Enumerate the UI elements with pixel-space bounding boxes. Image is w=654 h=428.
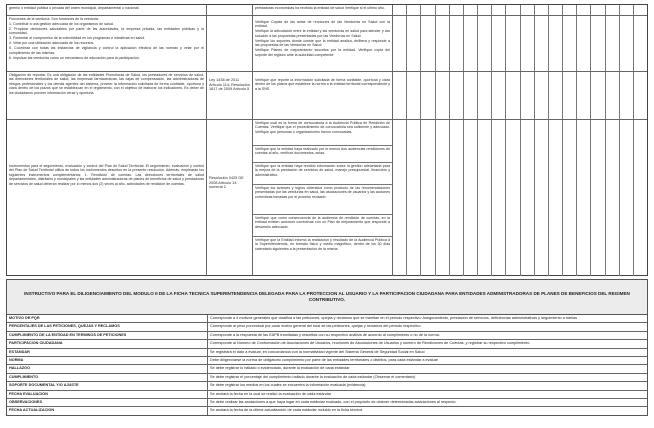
function-text: Instrumentos para el seguimiento, evaluación y control del Plan de Salud Territorial. El seguimiento, evaluación y control del Plan de Salud Territorial utiliza de todos los instrumentos descritos en la presente resolución. Además, emplearán los siguientes instrumentos complementarios: 1. Rendición de cuentas. Las direcciones territoriales de salud departamentales, distritales y municipales y las entidades administradoras de planes de beneficios de salud y prestadoras de servicios de salud deberán realizar por lo menos dos (2) veces al año, actividades de rendición de cuentas. [9, 164, 204, 186]
verification-line: Verifique Planes de mejoramiento suscritos por la entidad. Verifique copia del soporte del registro ante la autoridad competente. [255, 48, 390, 57]
instruction-value: Se anotará la fecha en la cual se realizó la evaluación de cada estándar [210, 391, 332, 396]
instruction-row [7, 407, 647, 414]
norm-cell [207, 120, 253, 276]
instruction-row [7, 365, 647, 373]
verification-text [253, 16, 392, 59]
instruction-row [7, 340, 647, 348]
instruction-value: Se debe registrar los medios en los cuales se encuentra la información evaluada (evidencia). [210, 383, 367, 388]
function-text: Obligación de reportar. Es una obligación de las entidades Promotoras de Salud, los prestadores de servicios de salud, las direcciones territoriales de salud, las empresas farmacéuticas, las cajas de compensación, las administradoras de riesgos profesionales y los demás agentes del sistema, proveer la información solicitada de forma confiable, oportuna y clara dentro de los plazos que se establezcan en el reglamento, con el objetivo de elaborar los indicadores. Es deber de los ciudadanos proveer información veraz y oportuna. [9, 73, 204, 95]
function-line: Funciones de la veeduría. Son funciones de la veeduría: [9, 17, 99, 21]
instruction-key: OBSERVACIONES [7, 399, 208, 406]
verification-cell [253, 72, 393, 119]
verification-item: Verifique que la entidad haya realizado por lo menos dos audiencias rendiciones de cuentas al año, verificar documentos, actas. [253, 146, 392, 163]
instruction-key: SOPORTE DOCUMENTAL Y/O AJUSTE [7, 382, 208, 389]
instructions-rows [7, 315, 647, 415]
instruction-value: Se registrará el dato a evaluar, en concordancia con la normatividad vigente del Sistema General de Seguridad Social en Salud [210, 349, 425, 354]
function-line: 4. Velar por una utilización adecuada de los recursos. [9, 41, 95, 46]
evaluation-grid [6, 4, 648, 276]
evaluation-columns [393, 16, 647, 71]
function-cell [7, 72, 207, 119]
instruction-value: Corresponde a la respuesta de las EAPB tramitadas y resueltas con su respectivo análisis de acuerdo al cumplimiento o no de la norma. [210, 332, 440, 337]
instruction-value: Se debe registrar lo hallado o evidenciado, durante la evaluación de cada estándar [210, 366, 350, 371]
evaluation-columns [393, 120, 647, 276]
instructions-table [6, 279, 648, 416]
function-text: gremio o entidad pública o privada del orden municipal, departamental o nacional. [9, 6, 140, 10]
function-line: 3. Fomentar el compromiso de la colectividad en los programas e iniciativas en salud. [9, 36, 146, 41]
grid-row [7, 120, 647, 276]
instruction-key: NORMA [7, 357, 208, 364]
instruction-row [7, 382, 647, 390]
instruction-value: Se debe realizar las anotaciones a que haya lugar en cada estándar evaluado, con el propósito de obtener determinadas aclaraciones al respecto. [210, 400, 457, 405]
norm-cell [207, 16, 253, 71]
grid-row [7, 5, 647, 16]
verification-item: Verifique que la Entidad informó la realización y resultado de la Audiencia Pública a la Superintendencia, en formato físico y medio magnético, dentro de los 30 días calendario siguientes a la presentación de la misma. [255, 238, 390, 251]
instruction-key: PARTICIPACION CIUDADANA [7, 340, 208, 347]
verification-cell [253, 5, 393, 15]
instruction-row [7, 357, 647, 365]
instruction-key: ESTANDAR [7, 349, 208, 356]
instruction-row [7, 391, 647, 399]
instruction-key: MOTIVO DE PQR [7, 315, 208, 322]
grid-row [7, 72, 647, 120]
instructions-title [7, 280, 647, 315]
instruction-value: Corresponde al peso porcentual por cada motivo general del total de las peticiones, quejas y reclamos del periodo respectivo. [210, 324, 422, 329]
function-text [7, 16, 206, 62]
instruction-row [7, 315, 647, 323]
function-line: 2. Propiciar decisiones saludables por parte de las autoridades, la empresa privada, las entidades públicas y la comunidad. [9, 27, 204, 36]
instruction-row [7, 332, 647, 340]
verification-cell [253, 16, 393, 71]
verification-text: prestadoras económicas ha recibido la entidad de salud Verifique si el ultimo año. [255, 6, 385, 10]
verification-line: Verifique la articulación entre la entidad y las veedurías en salud para atender y dar solución a las propuestas presentadas por las Veedurías en Salud. [255, 29, 390, 38]
instruction-key: FECHA ACTUALIZACION [7, 407, 208, 414]
verification-item: Verifique que como consecuencia de la audiencia de rendición de cuentas, en la entidad existen acciones correctivas con un Plan de mejoramiento que responde a desarrollo adecuado. [253, 215, 392, 237]
instruction-value: Debe diligenciarse la norma de obligatorio cumplimiento por parte de las entidades territoriales o distritos, para cada estándar a evaluar [210, 358, 438, 363]
instruction-row [7, 374, 647, 382]
verification-item: Verifique cuál es la forma de convocatoria a la Audiencia Pública de Rendición de Cuentas. Verifique que el procedimiento de convocatoria sea suficiente y adecuado. Verifique que personas u organizaciones fueron convocadas. [253, 120, 392, 146]
verification-cell [253, 120, 393, 276]
function-line: 5. Coordinar con todas las instancias de vigilancia y control la aplicación efectiva de las normas y velar por el cumplimiento de las mismas. [9, 46, 204, 55]
function-cell [7, 16, 207, 71]
instructions-title-text: INSTRUCTIVO PARA EL DILIGENCIAMIENTO DEL MODULO II DE LA FICHA TECNICA SUPERINTENDENCIA DELEGADA PARA LA PROTECCION AL USUARIO Y LA PARTICIPACION CIUDADANA PARA ENTIDADES ADMINISTRADORAS DE PLANES DE BENEFICIOS DEL REGIMEN CONTRIBUTIVO. [24, 291, 630, 302]
instruction-key: HALLAZGO [7, 365, 208, 372]
norm-text: Resolución 0425 DE 2008 Artículo 14 numeral 2 [209, 176, 244, 190]
norm-cell [207, 5, 253, 15]
norm-text: Ley 1438 de 2011 Artículo 114; Resolución 1817 de 2009 Artículo 5 [209, 78, 250, 92]
instruction-row [7, 323, 647, 331]
verification-item: Verifique que la entidad haya rendido información sobre la gestión adelantada para la mejora de la prestación de servicios de salud, manejo presupuestal, financiero y administrativo. [253, 163, 392, 185]
verification-text: Verifique que reporte la información solicitada de forma confiable, oportuna y clara dentro de los plazos que establece la norma a la entidad territorial correspondiente y a la SNS. [255, 78, 390, 91]
verification-item: Verifique los avances y logros obtenidos como producto de las recomendaciones presentadas por las veedurías en salud, las asociaciones de usuarios y las acciones correctivas tomadas por el proceso revisado. [253, 185, 392, 215]
function-line: 1. Contribuir a una gestión adecuada de los organismos de salud. [9, 22, 114, 26]
evaluation-columns [393, 72, 647, 119]
evaluation-columns [393, 5, 647, 15]
grid-row [7, 16, 647, 72]
function-cell [7, 5, 207, 15]
function-line: 6. Impulsar las veedurías como un mecanismo de educación para la participación. [9, 55, 140, 60]
instruction-value: Corresponde al Número de Conformación de Asociaciones de Usuarios, reuniones de Asociaciones de Usuarios y número de Rendiciones de Cuentas, y registrar su respectivo cumplimiento. [210, 341, 531, 346]
instruction-value: Se anotará la fecha de la última actualización de cada estándar incluido en la ficha técnica [210, 408, 363, 413]
instruction-key: FECHA EVALUACION [7, 391, 208, 398]
instruction-row [7, 349, 647, 357]
instruction-key: PERCENTAJES DE LAS PETICIONES, QUEJAS Y RECLAMOS [7, 323, 208, 330]
instruction-value: Se debe registrar el porcentaje del cumplimiento hallado durante la evaluación de cada estándar (Observar el comentario) [210, 374, 416, 379]
instruction-value: Corresponde a 4 motivos generales que clasifica a las peticiones, quejas y reclamos que se tramitan en el periodo respectivo: Aseguramiento, prestación de servicios, deficiencias administrativas y seguimiento a tutelas [210, 316, 578, 320]
instruction-row [7, 399, 647, 407]
verification-line: Verifique los soportes donde conste que la entidad analiza, delibera y responde a las propuestas de las Veedurías en Salud. [255, 38, 390, 48]
norm-cell [207, 72, 253, 119]
verification-line: Verifique Copias de las actas de reuniones de las Veedurías en Salud con la entidad. [255, 20, 390, 29]
instruction-key: CUMPLIMIENTO DE LA ENTIDAD EN TERMINOS DE PETICIONES [7, 332, 208, 339]
function-cell [7, 120, 207, 276]
instruction-key: CUMPLIMIENTO [7, 374, 208, 381]
